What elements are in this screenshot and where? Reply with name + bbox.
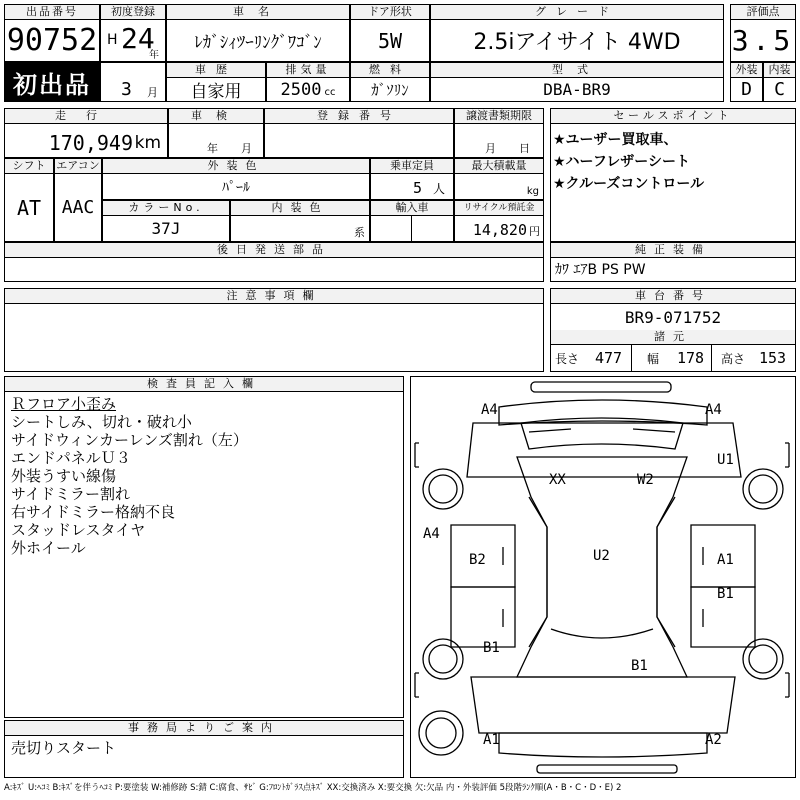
shift: AT xyxy=(16,195,42,220)
plate-label: 登録番号 xyxy=(265,109,453,124)
damage-mark: W2 xyxy=(637,472,654,488)
capacity: 5 xyxy=(413,179,423,197)
color-no: 37J xyxy=(151,219,181,238)
int-color-unit: 系 xyxy=(354,226,365,239)
displacement-cell xyxy=(266,62,350,102)
genuine-equipment: ｶﾜ ｴｱB PS PW xyxy=(555,262,646,278)
score-label: 評価点 xyxy=(731,5,795,20)
chassis-number: BR9-071752 xyxy=(624,307,722,327)
interior-grade-cell xyxy=(763,62,796,102)
sales-point: ★クルーズコントロール xyxy=(553,176,705,192)
notes-cell xyxy=(4,288,544,372)
damage-mark: A4 xyxy=(481,402,498,418)
damage-mark: A1 xyxy=(717,552,734,568)
capacity-unit: 人 xyxy=(433,182,446,196)
width: 178 xyxy=(677,349,705,367)
dims-label: 諸元 xyxy=(551,330,795,345)
later-parts-label: 後日発送部品 xyxy=(5,243,543,258)
ext-color-label: 外装色 xyxy=(103,159,369,174)
office-note: 売切りスタート xyxy=(11,739,117,757)
history-label: 車歴 xyxy=(167,63,265,78)
mileage-label: 走行 xyxy=(5,109,167,124)
genuine-equipment-label: 純正装備 xyxy=(551,243,795,258)
reg-month: 3 xyxy=(121,79,132,100)
era: H xyxy=(107,32,118,48)
office-cell xyxy=(4,720,404,778)
inspector-label: 検査員記入欄 xyxy=(5,377,403,392)
color-no-label: カラーNo. xyxy=(103,201,229,216)
later-parts-cell xyxy=(4,242,544,282)
recycle-unit: 円 xyxy=(529,225,540,238)
chassis-cell xyxy=(550,288,796,372)
aircon-cell xyxy=(54,158,102,242)
first-registration-cell xyxy=(100,4,166,62)
damage-mark: B1 xyxy=(483,640,500,656)
transfer-day-unit: 日 xyxy=(519,142,530,155)
damage-mark: U2 xyxy=(593,548,610,564)
exterior-grade: D xyxy=(741,79,752,100)
fuel-cell xyxy=(350,62,430,102)
score: 3.5 xyxy=(731,24,795,57)
exterior-grade-label: 外装 xyxy=(731,63,762,78)
height: 153 xyxy=(759,349,787,367)
lot-number-label: 出品番号 xyxy=(5,5,99,20)
sales-points-cell xyxy=(550,108,796,242)
recycle-fee: 14,820 xyxy=(472,221,527,239)
displacement-unit: cc xyxy=(324,86,336,98)
door-type: 5W xyxy=(377,28,403,53)
damage-mark: A2 xyxy=(705,732,722,748)
import-cell xyxy=(370,200,454,242)
fuel: ｶﾞｿﾘﾝ xyxy=(371,81,409,99)
legend: A:ｷｽﾞ U:ﾍｺﾐ B:ｷｽﾞを伴うﾍｺﾐ P:要塗装 W:補修跡 S:錆 C:腐食、ｻﾋﾞ G:ﾌﾛﾝﾄｶﾞﾗｽ点ｷｽﾞ XX:交換済み X:要交換 欠:欠品 内・外装評価 5段階ﾗﾝｸ順(A・B・C・D・E) 2 xyxy=(4,783,622,793)
sales-points-label: セールスポイント xyxy=(551,109,795,124)
office-label: 事務局よりご案内 xyxy=(5,721,403,736)
notes xyxy=(5,304,543,371)
sales-point: ★ユーザー買取車、 xyxy=(553,132,678,148)
score-cell xyxy=(730,4,796,62)
chassis-label: 車台番号 xyxy=(551,289,795,304)
inspector-line: 外装うすい線傷 xyxy=(11,467,117,485)
lot-number: 90752 xyxy=(6,23,98,58)
model: DBA-BR9 xyxy=(543,80,611,99)
mileage: 170,949 xyxy=(48,131,133,155)
shift-cell xyxy=(4,158,54,242)
plate-cell xyxy=(264,108,454,158)
model-label: 型式 xyxy=(431,63,723,78)
transfer-month-unit: 月 xyxy=(485,142,496,155)
grade: 2.5iアイサイト 4WD xyxy=(473,30,681,55)
inspection-month-unit: 月 xyxy=(241,142,252,155)
damage-mark: B1 xyxy=(717,586,734,602)
mileage-unit: km xyxy=(134,133,161,153)
height-label: 高さ xyxy=(721,352,746,366)
inspection-year-unit: 年 xyxy=(207,142,218,155)
first-listing-badge: 初出品 xyxy=(4,62,100,102)
inspection-label: 車検 xyxy=(169,109,263,124)
notes-label: 注意事項欄 xyxy=(5,289,543,304)
inspector-line: サイドウィンカーレンズ割れ（左） xyxy=(11,431,248,449)
door-cell xyxy=(350,4,430,62)
damage-mark: U1 xyxy=(717,452,734,468)
first-reg-label: 初度登録 xyxy=(101,5,165,20)
car-name-label: 車名 xyxy=(167,5,349,20)
history: 自家用 xyxy=(190,82,242,101)
inspector-notes xyxy=(11,395,248,557)
color-no-cell xyxy=(102,200,230,242)
car-outline-svg xyxy=(411,377,794,776)
max-load-cell xyxy=(454,158,544,200)
damage-mark: XX xyxy=(549,472,566,488)
length: 477 xyxy=(595,349,623,367)
recycle-label: リサイクル預託金 xyxy=(455,201,543,216)
transfer-deadline-cell xyxy=(454,108,544,158)
damage-mark: A4 xyxy=(423,526,440,542)
recycle-cell xyxy=(454,200,544,242)
damage-mark: A1 xyxy=(483,732,500,748)
model-cell xyxy=(430,62,724,102)
inspector-line: 外ホイール xyxy=(11,539,86,557)
damage-mark: B1 xyxy=(631,658,648,674)
capacity-label: 乗車定員 xyxy=(371,159,453,174)
grade-cell xyxy=(430,4,724,62)
sales-point: ★ハーフレザーシート xyxy=(553,154,691,170)
displacement: 2500 xyxy=(280,79,322,100)
month-unit: 月 xyxy=(147,86,158,99)
history-cell xyxy=(166,62,266,102)
inspection-cell xyxy=(168,108,264,158)
inspector-line: 右サイドミラー格納不良 xyxy=(11,503,175,521)
inspector-line: シートしみ、切れ・破れ小 xyxy=(11,413,192,431)
car-diagram xyxy=(410,376,796,778)
sales-points-list xyxy=(553,129,704,195)
aircon-label: エアコン xyxy=(56,159,100,172)
exterior-grade-cell xyxy=(730,62,763,102)
max-load-unit: kg xyxy=(526,186,539,197)
max-load-label: 最大積載量 xyxy=(455,159,543,174)
transfer-deadline-label: 譲渡書類期限 xyxy=(455,109,543,124)
year-unit: 年 xyxy=(149,50,159,61)
ext-color: ﾊﾟｰﾙ xyxy=(222,179,250,196)
inspector-line: エンドパネルＵ３ xyxy=(11,449,131,467)
aircon: AAC xyxy=(61,197,95,218)
genuine-equipment-cell xyxy=(550,242,796,282)
damage-mark: B2 xyxy=(469,552,486,568)
width-label: 幅 xyxy=(647,352,660,366)
int-color-cell xyxy=(230,200,370,242)
interior-grade-label: 内装 xyxy=(764,63,795,78)
displacement-wrap xyxy=(267,78,349,101)
later-parts xyxy=(5,258,543,281)
car-name: ﾚｶﾞｼｨﾂｰﾘﾝｸﾞﾜｺﾞﾝ xyxy=(194,33,322,53)
import-label: 輸入車 xyxy=(371,201,453,216)
lot-number-cell xyxy=(4,4,100,62)
inspector-line: スタッドレスタイヤ xyxy=(11,521,146,539)
car-name-cell xyxy=(166,4,350,62)
capacity-cell xyxy=(370,158,454,200)
inspector-cell xyxy=(4,376,404,718)
interior-grade: C xyxy=(774,79,785,100)
grade-label: グレード xyxy=(431,5,723,20)
int-color-label: 内装色 xyxy=(231,201,369,216)
shift-label: シフト xyxy=(5,159,53,174)
length-label: 長さ xyxy=(555,352,580,366)
mileage-cell xyxy=(4,108,168,158)
damage-mark: A4 xyxy=(705,402,722,418)
inspector-line: Ｒフロア小歪み xyxy=(11,395,117,413)
month-cell xyxy=(100,62,166,102)
plate xyxy=(265,124,453,157)
inspector-line: サイドミラー割れ xyxy=(11,485,130,503)
fuel-label: 燃料 xyxy=(351,63,429,78)
displacement-label: 排気量 xyxy=(267,63,349,78)
ext-color-cell xyxy=(102,158,370,200)
door-label: ドア形状 xyxy=(351,5,429,20)
reg-year: 24 xyxy=(121,22,155,55)
